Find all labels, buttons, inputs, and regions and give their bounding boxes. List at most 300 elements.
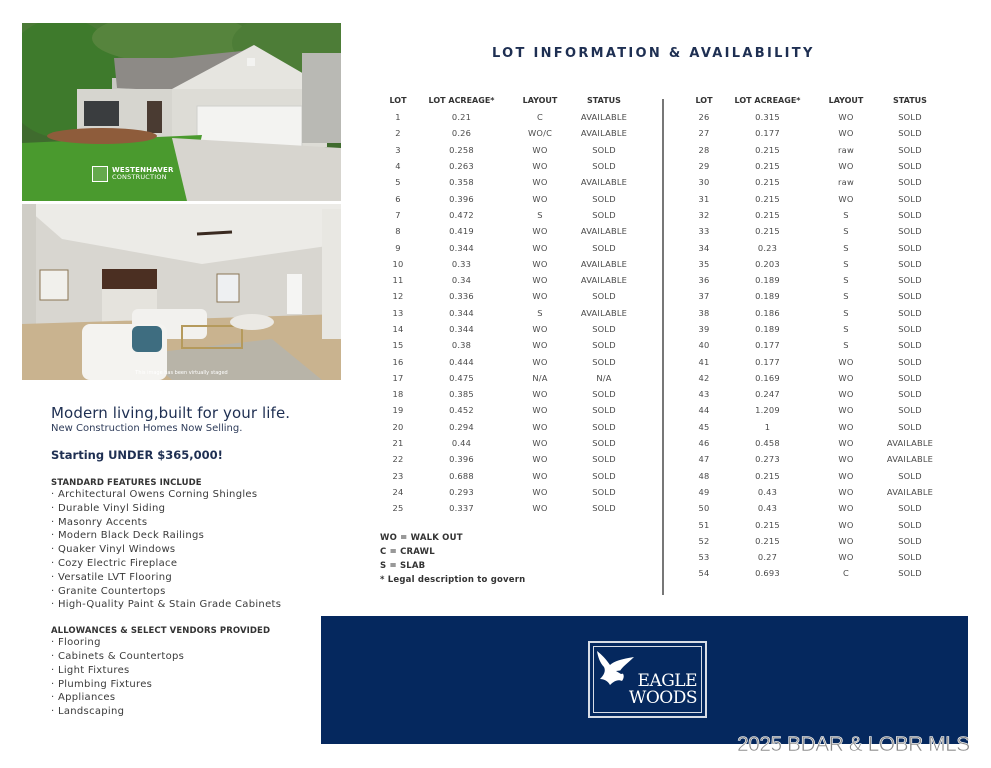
lot-status: SOLD <box>898 209 922 220</box>
lot-number: 24 <box>392 486 404 497</box>
lot-number: 22 <box>392 454 404 465</box>
lot-acreage: 0.693 <box>755 568 780 579</box>
table-row <box>688 305 943 321</box>
builder-sub: CONSTRUCTION <box>112 173 167 182</box>
lot-number: 18 <box>392 389 404 400</box>
lot-number: 49 <box>698 486 710 497</box>
lot-acreage: 0.169 <box>755 372 780 383</box>
lot-layout: WO <box>838 535 854 546</box>
lot-status: SOLD <box>592 324 616 334</box>
lot-acreage: 0.273 <box>755 454 780 465</box>
table-row <box>688 109 943 125</box>
lot-layout: S <box>537 307 543 318</box>
lot-layout: S <box>843 324 849 334</box>
lot-layout: WO <box>838 486 854 497</box>
lot-status: SOLD <box>898 275 922 286</box>
table-row <box>382 468 637 484</box>
table-row <box>382 484 637 500</box>
lot-table-right <box>688 92 943 582</box>
logo-line-woods: WOODS <box>628 688 697 708</box>
table-row <box>688 190 943 206</box>
lot-layout: WO <box>532 486 548 497</box>
lot-layout: N/A <box>532 372 548 383</box>
table-row <box>382 109 637 125</box>
lot-table-left <box>382 92 637 516</box>
table-row <box>382 370 637 386</box>
logo-line-eagle: EAGLE <box>637 671 697 691</box>
lot-acreage: 0.43 <box>757 486 778 497</box>
table-row <box>688 321 943 337</box>
feature-item: · High-Quality Paint & Stain Grade Cabinets <box>51 598 341 612</box>
table-row <box>382 305 637 321</box>
table-row <box>382 435 637 451</box>
builder-logo-mark-icon <box>92 166 108 182</box>
lot-layout: WO <box>532 389 548 400</box>
lot-status: SOLD <box>898 324 922 334</box>
lot-number: 44 <box>698 405 710 416</box>
lot-number: 26 <box>698 112 710 123</box>
lot-layout: WO <box>532 438 548 449</box>
table-row <box>382 500 637 516</box>
lot-acreage: 0.444 <box>449 356 474 367</box>
lot-acreage: 0.396 <box>449 454 474 465</box>
table-row <box>382 353 637 369</box>
table-header-row <box>382 92 637 109</box>
column-header-acreage: LOT ACREAGE* <box>428 96 495 105</box>
lot-acreage: 0.177 <box>755 340 780 351</box>
lot-status: SOLD <box>898 161 922 172</box>
lot-layout: WO <box>838 356 854 367</box>
lot-layout: S <box>843 209 849 220</box>
lot-layout: WO <box>838 372 854 383</box>
lot-acreage: 0.344 <box>449 324 474 334</box>
lot-number: 20 <box>392 421 404 432</box>
lot-status: SOLD <box>592 405 616 416</box>
feature-item: · Quaker Vinyl Windows <box>51 543 341 557</box>
lot-layout: WO <box>838 438 854 449</box>
lot-number: 48 <box>698 470 710 481</box>
lot-acreage: 0.215 <box>755 144 780 155</box>
table-row <box>688 239 943 255</box>
lot-status: SOLD <box>898 177 922 188</box>
lot-layout: WO <box>532 470 548 481</box>
mls-watermark: 2025 BDAR & LOBR MLS <box>737 733 970 756</box>
lot-acreage: 0.344 <box>449 307 474 318</box>
table-row <box>688 533 943 549</box>
lot-layout: C <box>843 568 849 579</box>
lot-acreage: 0.215 <box>755 519 780 530</box>
lot-status: SOLD <box>592 486 616 497</box>
allowances-title: ALLOWANCES & SELECT VENDORS PROVIDED <box>51 626 271 637</box>
lot-layout: raw <box>838 144 854 155</box>
builder-logo <box>92 166 174 182</box>
lot-status: SOLD <box>898 193 922 204</box>
lot-acreage: 0.247 <box>755 389 780 400</box>
lot-number: 19 <box>392 405 404 416</box>
lot-status: AVAILABLE <box>886 438 934 449</box>
lot-number: 17 <box>392 372 404 383</box>
lot-acreage: 0.23 <box>757 242 778 253</box>
lot-acreage: 1.209 <box>755 405 780 416</box>
lot-number: 29 <box>698 161 710 172</box>
lot-status: SOLD <box>592 503 616 514</box>
lot-number: 31 <box>698 193 710 204</box>
interior-living-room-photo <box>22 204 341 380</box>
lot-layout: S <box>843 307 849 318</box>
lot-status: SOLD <box>592 389 616 400</box>
lot-acreage: 0.258 <box>449 144 474 155</box>
lot-acreage: 0.215 <box>755 161 780 172</box>
lot-acreage: 0.215 <box>755 209 780 220</box>
lot-number: 36 <box>698 275 710 286</box>
lot-status: SOLD <box>898 535 922 546</box>
table-row <box>382 451 637 467</box>
lot-layout: WO <box>532 144 548 155</box>
lot-number: 16 <box>392 356 404 367</box>
lot-acreage: 0.263 <box>449 161 474 172</box>
lot-acreage: 0.294 <box>449 421 474 432</box>
lot-number: 47 <box>698 454 710 465</box>
lot-information-title: LOT INFORMATION & AVAILABILITY <box>492 46 815 61</box>
table-row <box>688 386 943 402</box>
feature-item: · Granite Countertops <box>51 585 341 599</box>
lot-status: AVAILABLE <box>580 177 628 188</box>
table-row <box>688 516 943 532</box>
lot-layout: WO <box>532 421 548 432</box>
lot-acreage: 0.38 <box>451 340 472 351</box>
lot-layout: S <box>843 226 849 237</box>
lot-number: 3 <box>395 144 401 155</box>
lot-layout: WO <box>838 552 854 563</box>
subhead: New Construction Homes Now Selling. <box>51 423 243 434</box>
table-row <box>688 484 943 500</box>
table-row <box>688 370 943 386</box>
lot-number: 46 <box>698 438 710 449</box>
lot-acreage: 0.419 <box>449 226 474 237</box>
lot-acreage: 0.44 <box>451 438 472 449</box>
lot-acreage: 0.472 <box>449 209 474 220</box>
lot-acreage: 0.396 <box>449 193 474 204</box>
lot-acreage: 0.189 <box>755 275 780 286</box>
feature-item: · Versatile LVT Flooring <box>51 571 341 585</box>
lot-number: 34 <box>698 242 710 253</box>
lot-layout: WO <box>532 405 548 416</box>
table-row <box>382 174 637 190</box>
lot-layout: WO <box>838 389 854 400</box>
feature-item: · Masonry Accents <box>51 516 341 530</box>
lot-number: 4 <box>395 161 401 172</box>
lot-status: AVAILABLE <box>580 307 628 318</box>
lot-status: SOLD <box>898 258 922 269</box>
column-header-status: STATUS <box>893 96 927 105</box>
lot-layout: WO <box>838 405 854 416</box>
column-header-layout: LAYOUT <box>522 96 558 105</box>
headline: Modern living,built for your life. <box>51 404 291 422</box>
table-row <box>688 207 943 223</box>
lot-acreage: 0.203 <box>755 258 780 269</box>
lot-status: SOLD <box>898 405 922 416</box>
lot-layout: WO <box>532 356 548 367</box>
table-row <box>382 239 637 255</box>
lot-layout: WO/C <box>527 128 553 139</box>
lot-rows-left <box>382 109 637 516</box>
table-row <box>688 435 943 451</box>
logo-wordmark <box>629 673 697 707</box>
lot-layout: WO <box>838 128 854 139</box>
lot-layout: WO <box>838 454 854 465</box>
lot-layout: S <box>843 275 849 286</box>
lot-layout: WO <box>532 324 548 334</box>
lot-number: 37 <box>698 291 710 302</box>
living-room-illustration <box>22 204 341 380</box>
lot-layout: WO <box>838 519 854 530</box>
lot-layout: raw <box>838 177 854 188</box>
lot-status: SOLD <box>592 438 616 449</box>
lot-number: 41 <box>698 356 710 367</box>
lot-number: 8 <box>395 226 401 237</box>
lot-number: 42 <box>698 372 710 383</box>
lot-number: 51 <box>698 519 710 530</box>
table-row <box>688 468 943 484</box>
legend-item: C = CRAWL <box>380 547 435 557</box>
lot-status: AVAILABLE <box>886 486 934 497</box>
lot-status: SOLD <box>898 372 922 383</box>
allowance-item: · Appliances <box>51 691 341 705</box>
table-row <box>382 288 637 304</box>
lot-layout: WO <box>532 258 548 269</box>
lot-number: 33 <box>698 226 710 237</box>
lot-status: SOLD <box>592 144 616 155</box>
lot-status: AVAILABLE <box>886 454 934 465</box>
lot-number: 23 <box>392 470 404 481</box>
eagle-woods-banner <box>321 616 968 744</box>
table-row <box>688 158 943 174</box>
table-row <box>688 174 943 190</box>
column-header-lot: LOT <box>389 96 407 105</box>
table-header-row <box>688 92 943 109</box>
table-row <box>382 223 637 239</box>
lot-layout: WO <box>532 161 548 172</box>
lot-number: 38 <box>698 307 710 318</box>
standard-features-list <box>51 488 341 612</box>
lot-status: SOLD <box>592 242 616 253</box>
lot-layout: WO <box>838 421 854 432</box>
lot-status: SOLD <box>898 226 922 237</box>
lot-number: 5 <box>395 177 401 188</box>
lot-number: 11 <box>392 275 404 286</box>
table-row <box>382 158 637 174</box>
legend-item: WO = WALK OUT <box>380 533 463 543</box>
lot-number: 43 <box>698 389 710 400</box>
column-header-status: STATUS <box>587 96 621 105</box>
lot-acreage: 0.336 <box>449 291 474 302</box>
allowance-item: · Flooring <box>51 636 341 650</box>
lot-acreage: 0.33 <box>451 258 472 269</box>
table-row <box>688 402 943 418</box>
lot-acreage: 0.177 <box>755 128 780 139</box>
lot-status: SOLD <box>592 209 616 220</box>
lot-number: 7 <box>395 209 401 220</box>
lot-rows-right <box>688 109 943 582</box>
lot-layout: WO <box>532 177 548 188</box>
table-row <box>688 142 943 158</box>
lot-status: AVAILABLE <box>580 275 628 286</box>
lot-status: SOLD <box>592 421 616 432</box>
lot-layout: S <box>843 291 849 302</box>
lot-layout: WO <box>838 161 854 172</box>
lot-status: AVAILABLE <box>580 226 628 237</box>
lot-number: 50 <box>698 503 710 514</box>
lot-status: SOLD <box>592 454 616 465</box>
lot-status: SOLD <box>898 291 922 302</box>
table-row <box>688 272 943 288</box>
allowances-list <box>51 636 341 719</box>
feature-item: · Cozy Electric Fireplace <box>51 557 341 571</box>
lot-acreage: 0.475 <box>449 372 474 383</box>
lot-status: SOLD <box>592 161 616 172</box>
lot-number: 1 <box>395 112 401 123</box>
table-row <box>382 125 637 141</box>
feature-item: · Modern Black Deck Railings <box>51 529 341 543</box>
lot-layout: WO <box>532 242 548 253</box>
lot-layout: WO <box>532 340 548 351</box>
lot-layout: WO <box>532 454 548 465</box>
virtually-staged-caption: This image has been virtually staged <box>135 370 228 376</box>
lot-status: AVAILABLE <box>580 128 628 139</box>
feature-item: · Architectural Owens Corning Shingles <box>51 488 341 502</box>
lot-number: 2 <box>395 128 401 139</box>
lot-status: SOLD <box>898 552 922 563</box>
lot-acreage: 0.358 <box>449 177 474 188</box>
column-header-lot: LOT <box>695 96 713 105</box>
lot-layout: WO <box>838 112 854 123</box>
table-row <box>382 321 637 337</box>
layout-legend <box>380 531 525 587</box>
table-row <box>382 386 637 402</box>
builder-name: WESTENHAVER <box>112 166 174 175</box>
lot-number: 40 <box>698 340 710 351</box>
lot-status: SOLD <box>898 470 922 481</box>
lot-acreage: 0.315 <box>755 112 780 123</box>
lot-number: 14 <box>392 324 404 334</box>
lot-status: SOLD <box>592 291 616 302</box>
lot-status: N/A <box>596 372 612 383</box>
table-row <box>688 288 943 304</box>
table-row <box>382 337 637 353</box>
lot-acreage: 0.43 <box>757 503 778 514</box>
lot-status: SOLD <box>898 112 922 123</box>
lot-acreage: 0.26 <box>451 128 472 139</box>
lot-acreage: 0.189 <box>755 324 780 334</box>
eagle-woods-logo <box>588 641 707 718</box>
lot-acreage: 0.34 <box>451 275 472 286</box>
lot-layout: WO <box>532 291 548 302</box>
lot-number: 9 <box>395 242 401 253</box>
lot-number: 45 <box>698 421 710 432</box>
lot-acreage: 0.215 <box>755 535 780 546</box>
table-row <box>688 337 943 353</box>
table-row <box>688 549 943 565</box>
lot-acreage: 0.215 <box>755 226 780 237</box>
table-row <box>688 419 943 435</box>
table-row <box>382 256 637 272</box>
lot-layout: C <box>537 112 543 123</box>
lot-number: 35 <box>698 258 710 269</box>
lot-layout: WO <box>532 275 548 286</box>
table-row <box>382 142 637 158</box>
lot-status: AVAILABLE <box>580 112 628 123</box>
lot-number: 6 <box>395 193 401 204</box>
starting-price: Starting UNDER $365,000! <box>51 448 223 462</box>
lot-acreage: 0.215 <box>755 193 780 204</box>
lot-layout: S <box>843 242 849 253</box>
exterior-house-photo <box>22 23 341 201</box>
lot-layout: WO <box>838 470 854 481</box>
table-row <box>688 256 943 272</box>
lot-status: SOLD <box>592 470 616 481</box>
lot-acreage: 0.452 <box>449 405 474 416</box>
table-divider <box>662 99 664 595</box>
house-exterior-illustration <box>22 23 341 201</box>
lot-acreage: 0.215 <box>755 177 780 188</box>
lot-status: SOLD <box>592 193 616 204</box>
lot-acreage: 0.337 <box>449 503 474 514</box>
column-header-acreage: LOT ACREAGE* <box>734 96 801 105</box>
lot-acreage: 0.688 <box>449 470 474 481</box>
lot-status: SOLD <box>898 340 922 351</box>
lot-number: 54 <box>698 568 710 579</box>
lot-number: 32 <box>698 209 710 220</box>
lot-number: 39 <box>698 324 710 334</box>
lot-number: 52 <box>698 535 710 546</box>
table-row <box>382 402 637 418</box>
table-row <box>382 419 637 435</box>
lot-layout: WO <box>838 503 854 514</box>
lot-layout: S <box>843 258 849 269</box>
lot-layout: WO <box>532 503 548 514</box>
lot-number: 28 <box>698 144 710 155</box>
table-row <box>688 565 943 581</box>
lot-acreage: 0.215 <box>755 470 780 481</box>
lot-number: 21 <box>392 438 404 449</box>
lot-status: SOLD <box>898 568 922 579</box>
lot-acreage: 0.344 <box>449 242 474 253</box>
lot-acreage: 0.385 <box>449 389 474 400</box>
lot-acreage: 0.177 <box>755 356 780 367</box>
lot-layout: WO <box>532 193 548 204</box>
lot-number: 27 <box>698 128 710 139</box>
allowance-item: · Light Fixtures <box>51 664 341 678</box>
lot-status: SOLD <box>592 340 616 351</box>
lot-status: AVAILABLE <box>580 258 628 269</box>
feature-item: · Durable Vinyl Siding <box>51 502 341 516</box>
column-header-layout: LAYOUT <box>828 96 864 105</box>
lot-layout: WO <box>532 226 548 237</box>
lot-status: SOLD <box>898 307 922 318</box>
table-row <box>688 223 943 239</box>
legend-item: * Legal description to govern <box>380 575 526 585</box>
lot-number: 13 <box>392 307 404 318</box>
allowance-item: · Cabinets & Countertops <box>51 650 341 664</box>
lot-acreage: 1 <box>764 421 771 432</box>
lot-status: SOLD <box>898 242 922 253</box>
lot-layout: WO <box>838 193 854 204</box>
lot-number: 12 <box>392 291 404 302</box>
lot-status: SOLD <box>898 519 922 530</box>
table-row <box>382 272 637 288</box>
lot-acreage: 0.21 <box>451 112 472 123</box>
legend-item: S = SLAB <box>380 561 426 571</box>
